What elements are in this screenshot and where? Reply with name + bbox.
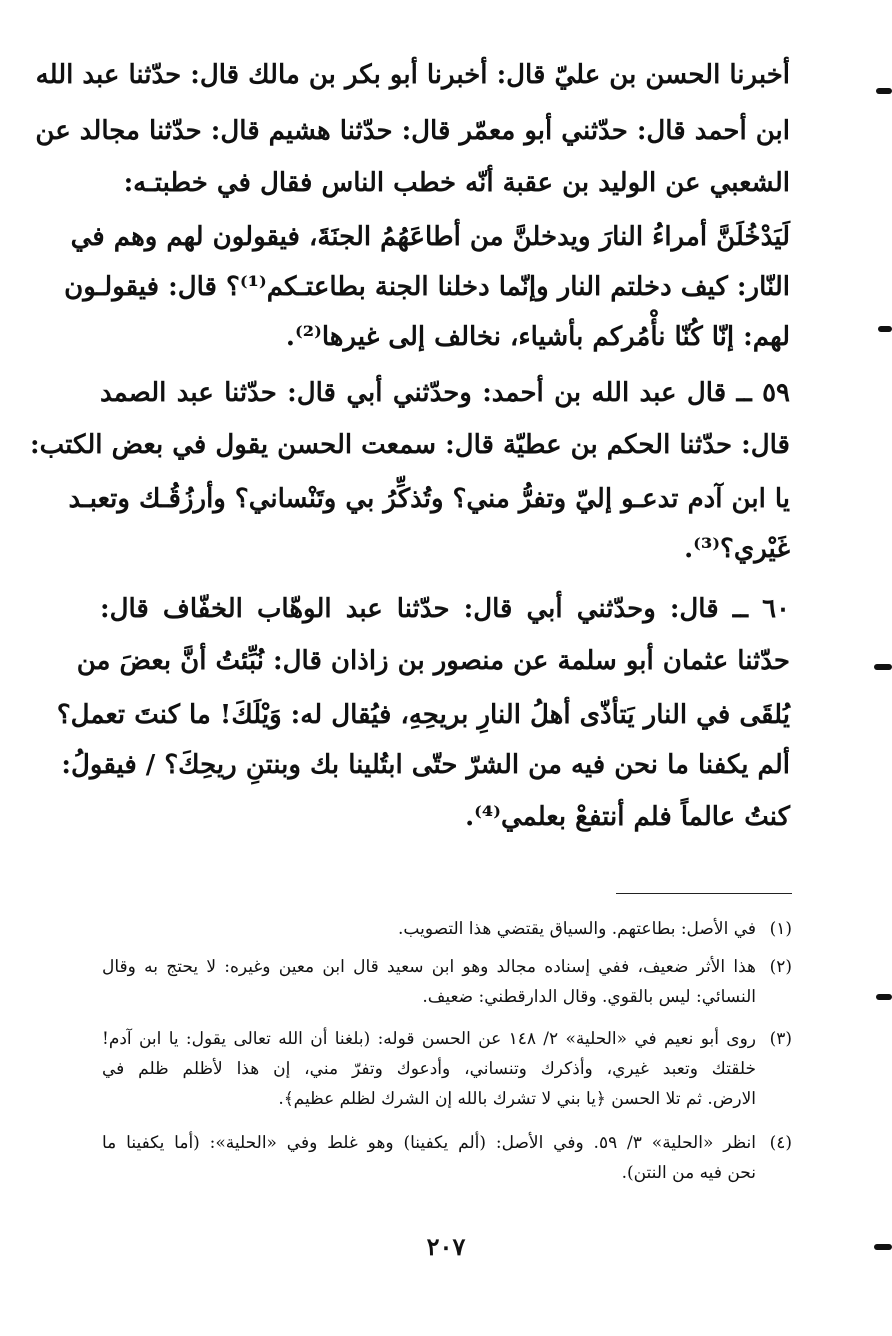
scan-edge-mark <box>876 88 892 94</box>
footnote-text: في الأصل: بطاعتهم. والسياق يقتضي هذا التصويب. <box>397 919 756 939</box>
body-line: قال: حدّثنا الحكم بن عطيّة قال: سمعت الحسن يقول في بعض الكتب: <box>30 430 790 460</box>
body-line: ٦٠ ــ قال: وحدّثني أبي قال: حدّثنا عبد الوهّاب الخفّاف قال: <box>100 594 790 624</box>
footnote-4 <box>102 1128 792 1158</box>
footnote-text: النسائي: ليس بالقوي. وقال الدارقطني: ضعيف. <box>422 987 756 1007</box>
body-line: ألم يكفنا ما نحن فيه من الشرّ حتّى ابتُلينا بك وبنتنِ ريحِكَ؟ / فيقولُ: <box>61 750 790 780</box>
body-line: يُلقَى في النار يَتأذّى أهلُ النارِ بريحِهِ، فيُقال له: وَيْلَكَ! ما كنتَ تعمل؟ <box>56 700 790 730</box>
footnote-text: هذا الأثر ضعيف، ففي إسناده مجالد وهو ابن سعيد قال ابن معين وغيره: لا يحتج به وقال <box>102 957 756 977</box>
body-line: لهم: إنّا كُنّا نأْمُركم بأشياء، نخالف إلى غيرها⁽²⁾. <box>285 322 790 352</box>
body-line: ابن أحمد قال: حدّثني أبو معمّر قال: حدّثنا هشيم قال: حدّثنا مجالد عن <box>35 116 790 146</box>
page-number: ٢٠٧ <box>426 1232 466 1261</box>
footnote-4-cont <box>102 1158 792 1188</box>
footnote-text: روى أبو نعيم في «الحلية» ٢/ ١٤٨ عن الحسن قوله: (بلغنا أن الله تعالى يقول: يا ابن آدم! <box>102 1029 756 1049</box>
footnote-separator <box>616 893 792 894</box>
body-line: أخبرنا الحسن بن عليّ قال: أخبرنا أبو بكر بن مالك قال: حدّثنا عبد الله <box>35 60 790 90</box>
footnote-text: نحن فيه من النتن). <box>621 1163 756 1183</box>
body-line: غَيْري؟⁽³⁾. <box>684 534 790 564</box>
footnote-3-cont <box>102 1054 792 1084</box>
body-line: النّار: كيف دخلتم النار وإنّما دخلنا الجنة بطاعتـكم⁽¹⁾؟ قال: فيقولـون <box>64 272 790 302</box>
footnote-2-cont <box>102 982 792 1012</box>
scan-edge-mark <box>874 664 892 670</box>
body-line: ٥٩ ــ قال عبد الله بن أحمد: وحدّثني أبي قال: حدّثنا عبد الصمد <box>100 378 790 408</box>
footnote-number: (١) <box>769 919 792 939</box>
footnote-number: (٤) <box>769 1133 792 1153</box>
body-line: حدّثنا عثمان أبو سلمة عن منصور بن زاذان قال: نُبِّئتُ أنَّ بعضَ من <box>76 646 790 676</box>
footnote-text: انظر «الحلية» ٣/ ٥٩. وفي الأصل: (ألم يكفينا) وهو غلط وفي «الحلية»: (أما يكفينا ما <box>102 1133 756 1153</box>
footnote-2 <box>102 952 792 982</box>
footnote-number: (٣) <box>769 1029 792 1049</box>
body-line: لَيَدْخُلَنَّ أمراءُ النارَ ويدخلنَّ من أطاعَهُمُ الجنَةَ، فيقولون لهم وهم في <box>70 222 790 252</box>
body-line: الشعبي عن الوليد بن عقبة أنّه خطب الناس فقال في خطبتـه: <box>123 168 790 198</box>
footnote-3-cont <box>102 1084 792 1114</box>
footnote-number: (٢) <box>769 957 792 977</box>
footnote-text: الارض. ثم تلا الحسن ﴿يا بني لا تشرك بالله إن الشرك لظلم عظيم﴾. <box>278 1089 756 1109</box>
footnote-text: خلقتك وتعبد غيري، وأذكرك وتنساني، وأدعوك وتفرّ مني، إن هذا لأظلم ظلم في <box>102 1059 756 1079</box>
body-line: يا ابن آدم تدعـو إليّ وتفرُّ مني؟ وتُذكِّرُ بي وتَنْساني؟ وأرزُقُـك وتعبـد <box>68 484 790 514</box>
footnote-3 <box>102 1024 792 1054</box>
scan-edge-mark <box>874 1244 892 1250</box>
scan-edge-mark <box>876 994 892 1000</box>
body-line: كنتُ عالماً فلم أنتفعْ بعلمي⁽⁴⁾. <box>465 802 790 832</box>
footnote-1 <box>102 914 792 944</box>
scan-edge-mark <box>878 326 892 332</box>
